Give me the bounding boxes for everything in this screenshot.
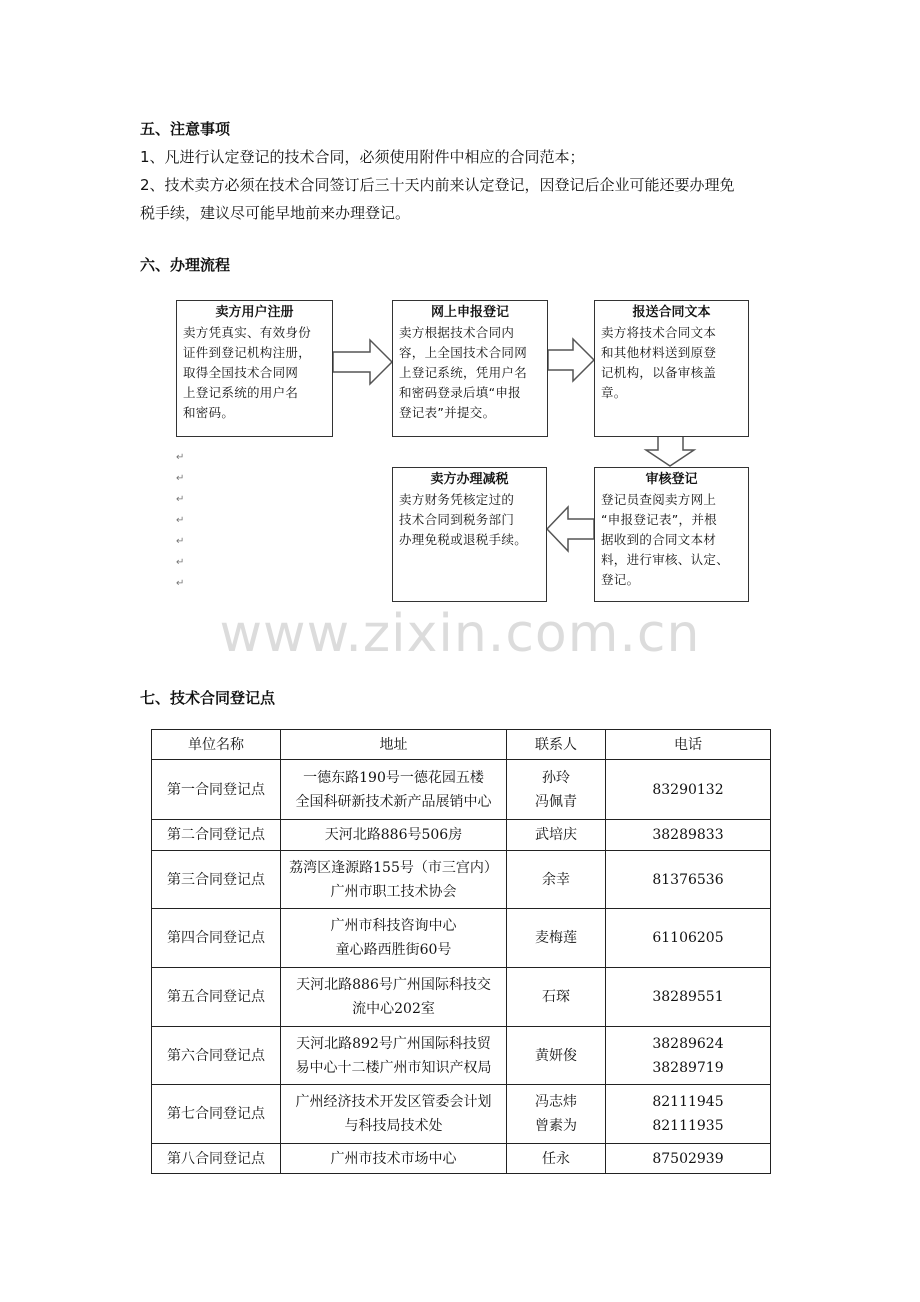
unit-name-cell: 第六合同登记点 bbox=[152, 1027, 281, 1085]
table-row bbox=[152, 851, 771, 909]
unit-name-cell: 第一合同登记点 bbox=[152, 760, 281, 820]
flow-box-submit-text-line: 章。 bbox=[601, 385, 627, 400]
flow-box-register-line: 取得全国技术合同网 bbox=[183, 365, 299, 380]
flow-box-review bbox=[594, 467, 749, 602]
contact-cell: 武培庆 bbox=[507, 820, 606, 851]
flow-box-review-line: 登记员查阅卖方网上 bbox=[601, 492, 717, 507]
section5-item1: 1、凡进行认定登记的技术合同，必须使用附件中相应的合同范本； bbox=[140, 148, 585, 166]
address-cell: 一德东路190号一德花园五楼 全国科研新技术新产品展销中心 bbox=[281, 760, 507, 820]
section7-title: 七、技术合同登记点 bbox=[140, 689, 276, 707]
column-header: 地址 bbox=[281, 730, 507, 760]
flow-box-register-line: 上登记系统的用户名 bbox=[183, 385, 299, 400]
section5-title: 五、注意事项 bbox=[140, 120, 231, 138]
paragraph-mark-icon: ↵ bbox=[176, 536, 185, 547]
flow-box-submit-text bbox=[594, 300, 749, 437]
unit-name-cell: 第八合同登记点 bbox=[152, 1144, 281, 1174]
table-row bbox=[152, 968, 771, 1027]
flow-box-tax-reduction-line: 卖方财务凭核定过的 bbox=[399, 492, 515, 507]
phone-cell: 38289624 38289719 bbox=[606, 1027, 771, 1085]
flow-box-tax-reduction-line: 技术合同到税务部门 bbox=[399, 512, 515, 527]
unit-name-cell: 第七合同登记点 bbox=[152, 1085, 281, 1144]
contact-cell: 任永 bbox=[507, 1144, 606, 1174]
flow-box-review-line: 据收到的合同文本材 bbox=[601, 532, 717, 547]
contact-cell: 孙玲 冯佩青 bbox=[507, 760, 606, 820]
arrow-down bbox=[646, 436, 694, 466]
paragraph-mark-icon: ↵ bbox=[176, 473, 185, 484]
paragraph-mark-icon: ↵ bbox=[176, 452, 185, 463]
section5-item2-line2: 税手续，建议尽可能早地前来办理登记。 bbox=[140, 204, 411, 222]
flow-box-online-declare bbox=[392, 300, 548, 437]
paragraph-mark-icon: ↵ bbox=[176, 557, 185, 568]
watermark: www.zixin.com.cn bbox=[219, 604, 701, 664]
table-header-row bbox=[152, 730, 771, 760]
address-cell: 天河北路886号广州国际科技交 流中心202室 bbox=[281, 968, 507, 1027]
address-cell: 广州经济技术开发区管委会计划 与科技局技术处 bbox=[281, 1085, 507, 1144]
paragraph-mark-icon: ↵ bbox=[176, 515, 185, 526]
phone-cell: 61106205 bbox=[606, 909, 771, 968]
address-cell: 荔湾区逢源路155号（市三宫内） 广州市职工技术协会 bbox=[281, 851, 507, 909]
flow-box-tax-reduction-title: 卖方办理减税 bbox=[430, 472, 509, 487]
address-cell: 天河北路892号广州国际科技贸 易中心十二楼广州市知识产权局 bbox=[281, 1027, 507, 1085]
unit-name-cell: 第四合同登记点 bbox=[152, 909, 281, 968]
flow-box-review-line: “申报登记表”，并根 bbox=[601, 512, 717, 527]
phone-cell: 82111945 82111935 bbox=[606, 1085, 771, 1144]
address-cell: 广州市技术市场中心 bbox=[281, 1144, 507, 1174]
phone-cell: 87502939 bbox=[606, 1144, 771, 1174]
paragraph-mark-icon: ↵ bbox=[176, 494, 185, 505]
flow-box-online-declare-line: 和密码登录后填“申报 bbox=[399, 385, 521, 400]
phone-cell: 38289551 bbox=[606, 968, 771, 1027]
address-cell: 广州市科技咨询中心 童心路西胜街60号 bbox=[281, 909, 507, 968]
table-row bbox=[152, 820, 771, 851]
flow-box-online-declare-line: 上登记系统，凭用户名 bbox=[399, 365, 528, 380]
flow-box-register-line: 卖方凭真实、有效身份 bbox=[183, 325, 312, 340]
phone-cell: 81376536 bbox=[606, 851, 771, 909]
contact-cell: 黄妍俊 bbox=[507, 1027, 606, 1085]
flow-box-submit-text-line: 和其他材料送到原登 bbox=[601, 345, 717, 360]
flow-box-tax-reduction bbox=[392, 467, 547, 602]
contact-cell: 冯志炜 曾素为 bbox=[507, 1085, 606, 1144]
section5-item2-line1: 2、技术卖方必须在技术合同签订后三十天内前来认定登记，因登记后企业可能还要办理免 bbox=[140, 176, 735, 194]
flow-box-register-line: 和密码。 bbox=[183, 405, 235, 420]
flow-box-register-title: 卖方用户注册 bbox=[215, 305, 294, 320]
table-row bbox=[152, 1144, 771, 1174]
flow-box-online-declare-line: 容，上全国技术合同网 bbox=[399, 345, 528, 360]
address-cell: 天河北路886号506房 bbox=[281, 820, 507, 851]
contact-cell: 余幸 bbox=[507, 851, 606, 909]
flow-box-tax-reduction-line: 办理免税或退税手续。 bbox=[399, 532, 528, 547]
flow-box-submit-text-title: 报送合同文本 bbox=[632, 305, 711, 320]
column-header: 联系人 bbox=[507, 730, 606, 760]
arrow-left bbox=[547, 507, 594, 551]
unit-name-cell: 第五合同登记点 bbox=[152, 968, 281, 1027]
column-header: 单位名称 bbox=[152, 730, 281, 760]
table-row bbox=[152, 909, 771, 968]
registration-points-table bbox=[151, 729, 771, 1174]
flow-box-submit-text-line: 卖方将技术合同文本 bbox=[601, 325, 717, 340]
flow-box-review-line: 登记。 bbox=[601, 572, 640, 587]
flow-box-review-title: 审核登记 bbox=[645, 472, 698, 487]
phone-cell: 83290132 bbox=[606, 760, 771, 820]
flow-box-online-declare-title: 网上申报登记 bbox=[430, 305, 509, 320]
arrow-right-2 bbox=[548, 339, 594, 381]
column-header: 电话 bbox=[606, 730, 771, 760]
section6-title: 六、办理流程 bbox=[140, 256, 231, 274]
table-row bbox=[152, 1027, 771, 1085]
flow-box-online-declare-line: 登记表”并提交。 bbox=[399, 405, 496, 420]
flow-box-register bbox=[176, 300, 333, 437]
flow-box-submit-text-line: 记机构，以备审核盖 bbox=[601, 365, 717, 380]
flow-box-register-line: 证件到登记机构注册， bbox=[183, 345, 312, 360]
paragraph-mark-icon: ↵ bbox=[176, 578, 185, 589]
flow-box-online-declare-line: 卖方根据技术合同内 bbox=[399, 325, 515, 340]
unit-name-cell: 第二合同登记点 bbox=[152, 820, 281, 851]
phone-cell: 38289833 bbox=[606, 820, 771, 851]
arrow-right-1 bbox=[333, 340, 392, 384]
flow-box-review-line: 料，进行审核、认定、 bbox=[601, 552, 730, 567]
table-row bbox=[152, 760, 771, 820]
table-row bbox=[152, 1085, 771, 1144]
contact-cell: 麦梅莲 bbox=[507, 909, 606, 968]
contact-cell: 石琛 bbox=[507, 968, 606, 1027]
unit-name-cell: 第三合同登记点 bbox=[152, 851, 281, 909]
